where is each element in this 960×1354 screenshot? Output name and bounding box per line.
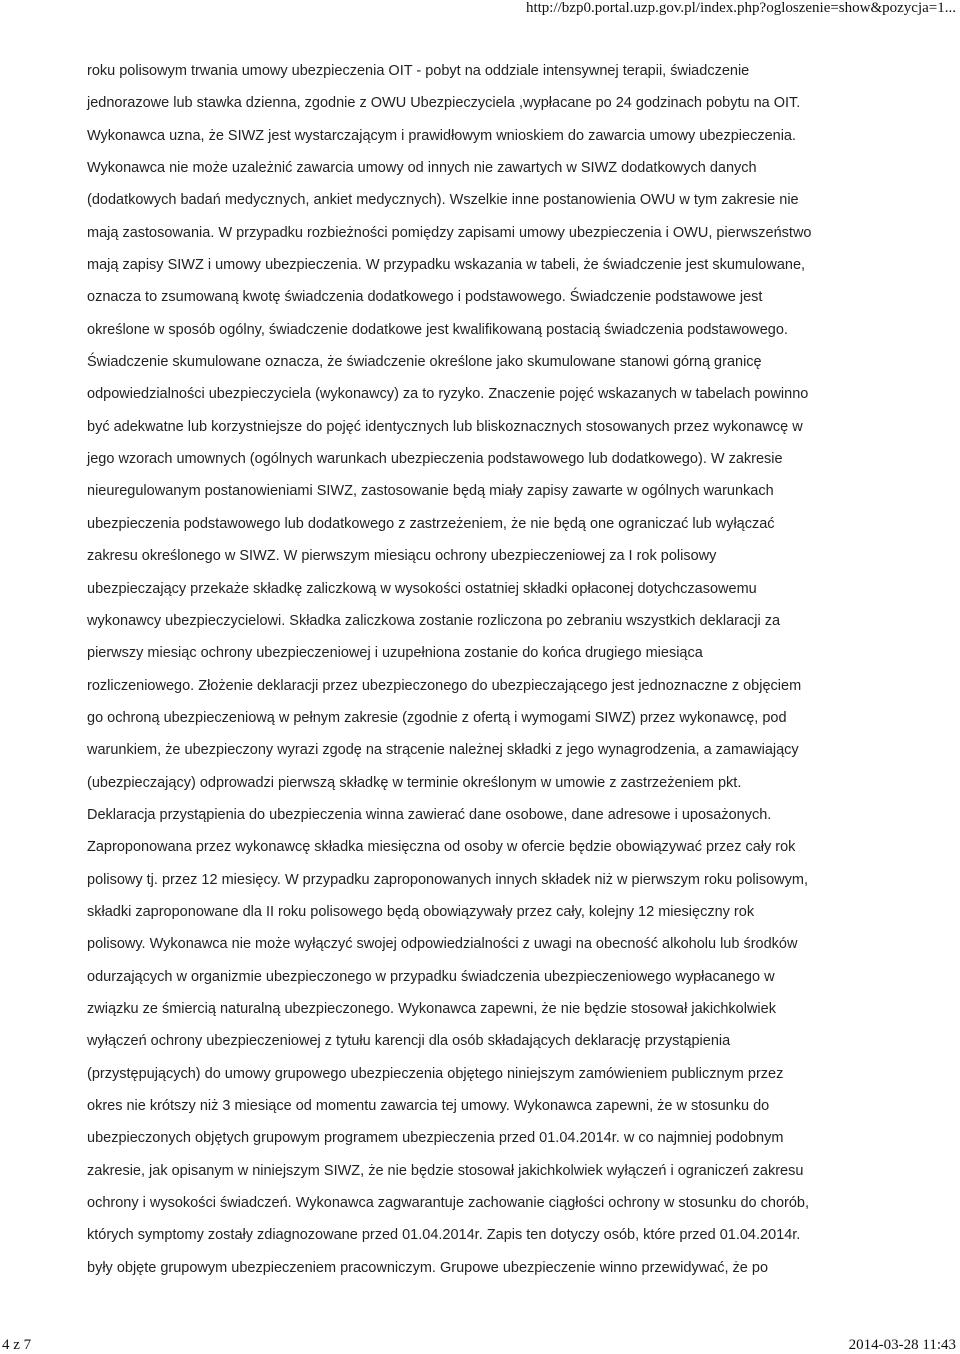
text-line: oznacza to zsumowaną kwotę świadczenia dodatkowego i podstawowego. Świadczenie podstawowe jest: [87, 289, 763, 306]
text-line: wyłączeń ochrony ubezpieczeniowej z tytułu karencji dla osób składających deklarację przystąpienia: [87, 1033, 731, 1050]
print-timestamp: 2014-03-28 11:43: [848, 1337, 956, 1353]
text-line: polisowy. Wykonawca nie może wyłączyć swojej odpowiedzialności z uwagi na obecność alkoholu lub środków: [87, 936, 798, 953]
text-line: Zaproponowana przez wykonawcę składka miesięczna od osoby w ofercie będzie obowiązywać przez cały rok: [87, 839, 796, 856]
text-line: odpowiedzialności ubezpieczyciela (wykonawcy) za to ryzyko. Znaczenie pojęć wskazanych w tabelach powinno: [87, 386, 809, 403]
text-line: nieuregulowanym postanowieniami SIWZ, zastosowanie będą miały zapisy zawarte w ogólnych warunkach: [87, 483, 774, 500]
text-line: były objęte grupowym ubezpieczeniem pracowniczym. Grupowe ubezpieczenie winno przewidywać, że po: [87, 1259, 769, 1276]
text-line: jednorazowe lub stawka dzienna, zgodnie z OWU Ubezpieczyciela ,wypłacane po 24 godzinach pobytu na OIT.: [87, 95, 801, 112]
text-line: pierwszy miesiąc ochrony ubezpieczeniowej i uzupełniona zostanie do końca drugiego miesiąca: [87, 645, 703, 662]
text-line: (dodatkowych badań medycznych, ankiet medycznych). Wszelkie inne postanowienia OWU w tym zakresie nie: [87, 192, 799, 209]
text-line: polisowy tj. przez 12 miesięcy. W przypadku zaproponowanych innych składek niż w pierwszym roku polisowym,: [87, 871, 808, 888]
text-line: zakresie, jak opisanym w niniejszym SIWZ, że nie będzie stosował jakichkolwiek wyłączeń i ograniczeń zakresu: [87, 1162, 804, 1179]
text-line: składki zaproponowane dla II roku polisowego będą obowiązywały przez cały, kolejny 12 miesięczny rok: [87, 903, 755, 920]
text-line: warunkiem, że ubezpieczony wyrazi zgodę na strącenie należnej składki z jego wynagrodzenia, a zamawiający: [87, 742, 799, 759]
page-header-url: http://bzp0.portal.uzp.gov.pl/index.php?ogloszenie=show&pozycja=1...: [525, 0, 956, 16]
text-line: go ochroną ubezpieczeniową w pełnym zakresie (zgodnie z ofertą i wymogami SIWZ) przez wykonawcę, pod: [87, 709, 787, 726]
text-line: Świadczenie skumulowane oznacza, że świadczenie określone jako skumulowane stanowi górną granicę: [87, 354, 762, 371]
text-line: Deklaracja przystąpienia do ubezpieczenia winna zawierać dane osobowe, dane adresowe i uposażonych.: [87, 806, 772, 823]
text-line: związku ze śmiercią naturalną ubezpieczonego. Wykonawca zapewni, że nie będzie stosował jakichkolwiek: [87, 1000, 776, 1017]
text-line: (przystępujących) do umowy grupowego ubezpieczenia objętego niniejszym zamówieniem publicznym przez: [87, 1065, 784, 1082]
text-line: ochrony i wysokości świadczeń. Wykonawca zagwarantuje zachowanie ciągłości ochrony w stosunku do chorób,: [87, 1195, 810, 1212]
text-line: jego wzorach umownych (ogólnych warunkach ubezpieczenia podstawowego lub dodatkowego). W zakresie: [87, 451, 783, 468]
text-line: Wykonawca uzna, że SIWZ jest wystarczającym i prawidłowym wnioskiem do zawarcia umowy ubezpieczenia.: [87, 127, 797, 144]
text-line: których symptomy zostały zdiagnozowane przed 01.04.2014r. Zapis ten dotyczy osób, które przed 01.04.2014r.: [87, 1227, 801, 1244]
text-line: mają zastosowania. W przypadku rozbieżności pomiędzy zapisami umowy ubezpieczenia i OWU, pierwszeństwo: [87, 224, 812, 241]
text-line: określone w sposób ogólny, świadczenie dodatkowe jest kwalifikowaną postacią świadczenia podstawowego.: [87, 321, 788, 338]
text-line: odurzających w organizmie ubezpieczonego w przypadku świadczenia ubezpieczeniowego wypłacanego w: [87, 968, 775, 985]
text-line: ubezpieczający przekaże składkę zaliczkową w wysokości ostatniej składki opłaconej dotychczasowemu: [87, 580, 757, 597]
text-line: okres nie krótszy niż 3 miesiące od momentu zawarcia tej umowy. Wykonawca zapewni, że w stosunku do: [87, 1098, 770, 1114]
text-line: (ubezpieczający) odprowadzi pierwszą składkę w terminie określonym w umowie z zastrzeżeniem pkt.: [87, 774, 742, 791]
text-line: zakresu określonego w SIWZ. W pierwszym miesiącu ochrony ubezpieczeniowej za I rok polisowy: [87, 548, 717, 565]
text-line: Wykonawca nie może uzależnić zawarcia umowy od innych nie zawartych w SIWZ dodatkowych danych: [87, 160, 757, 177]
text-line: wykonawcy ubezpieczycielowi. Składka zaliczkowa zostanie rozliczona po zebraniu wszystkich deklaracji za: [87, 612, 781, 629]
text-line: mają zapisy SIWZ i umowy ubezpieczenia. W przypadku wskazania w tabeli, że świadczenie jest skumulowane,: [87, 257, 806, 274]
text-line: roku polisowym trwania umowy ubezpieczenia OIT - pobyt na oddziale intensywnej terapii, świadczenie: [87, 63, 750, 79]
text-line: rozliczeniowego. Złożenie deklaracji przez ubezpieczonego do ubezpieczającego jest jednoznaczne z objęciem: [87, 677, 802, 694]
text-line: ubezpieczonych objętych grupowym programem ubezpieczenia przed 01.04.2014r. w co najmniej podobnym: [87, 1130, 784, 1147]
text-line: ubezpieczenia podstawowego lub dodatkowego z zastrzeżeniem, że nie będą one ograniczać lub wyłączać: [87, 515, 775, 532]
page-number: 4 z 7: [2, 1337, 32, 1353]
document-body: [87, 59, 917, 1288]
text-line: być adekwatne lub korzystniejsze do pojęć identycznych lub bliskoznacznych stosowanych przez wykonawcę w: [87, 418, 803, 435]
